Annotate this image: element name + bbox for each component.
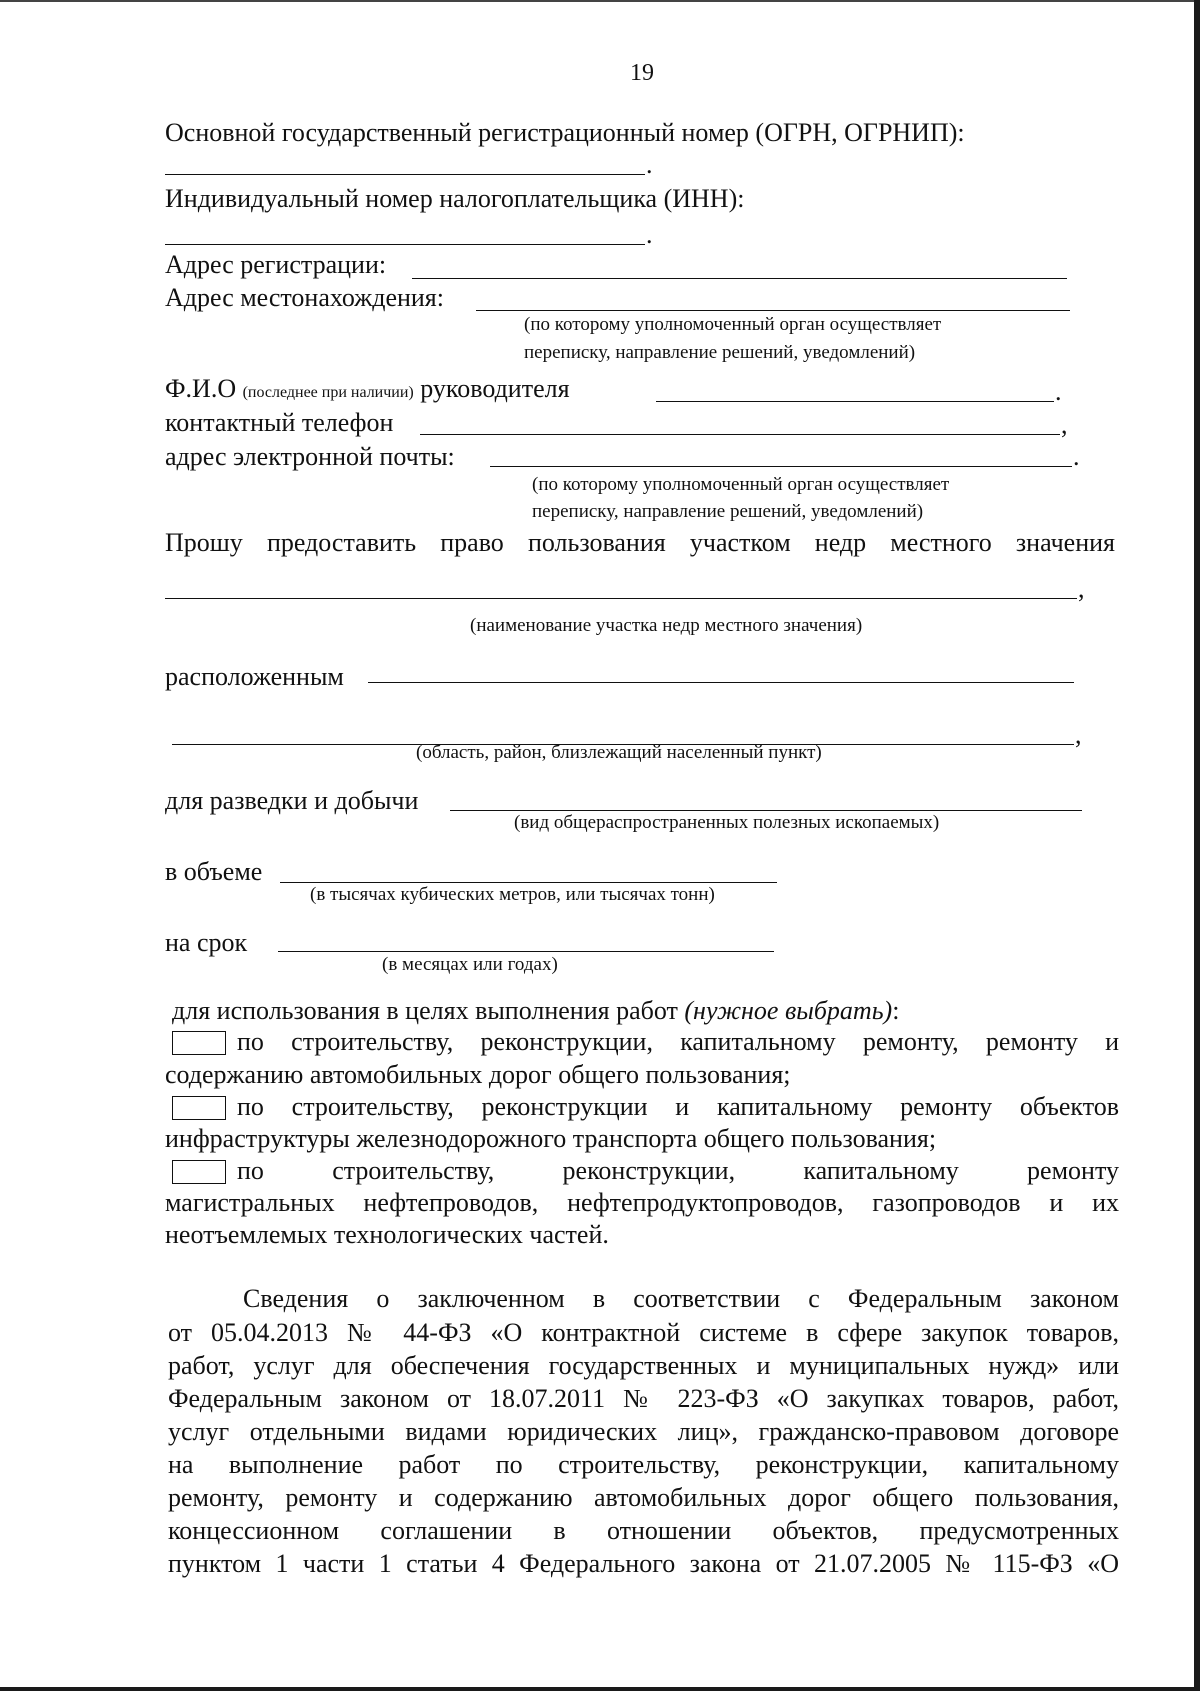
purpose-line [172,996,899,1026]
option3-line2: магистральных нефтепроводов, нефтепродуктопроводов, газопроводов и их [165,1188,1119,1217]
located-field[interactable] [368,682,1074,683]
para-line-2: от 05.04.2013 № 44-ФЗ «О контрактной системе в сфере закупок товаров, [168,1318,1119,1347]
email-dot: . [1073,442,1080,471]
head-label-patronymic-note: (последнее при наличии) [242,384,414,401]
para-line-6: на выполнение работ по строительству, реконструкции, капитальному [168,1450,1119,1479]
email-note-1: (по которому уполномоченный орган осуществляет [532,474,950,495]
phone-comma: , [1061,410,1068,439]
inn-dot: . [646,220,653,249]
location-note-2: переписку, направление решений, уведомлений) [524,342,916,363]
para-line-5: услуг отдельными видами юридических лиц», гражданско-правовом договоре [168,1417,1119,1446]
scan-edge-right [1194,0,1200,1691]
email-label: адрес электронной почты: [165,442,455,471]
request-line: Прошу предоставить право пользования участком недр местного значения [165,528,1115,557]
para-line-8: концессионном соглашении в отношении объектов, предусмотренных [168,1516,1119,1545]
area-comma: , [1075,720,1082,749]
term-label: на срок [165,928,248,957]
email-field[interactable] [490,466,1072,467]
minerals-note: (вид общераспространенных полезных ископаемых) [514,812,940,833]
head-name-field[interactable] [656,401,1054,402]
option3-checkbox[interactable] [172,1160,226,1184]
plot-name-field[interactable] [165,598,1077,599]
option2-line1: по строительству, реконструкции и капитальному ремонту объектов [237,1092,1119,1121]
ogrn-field[interactable] [165,174,645,175]
email-note-2: переписку, направление решений, уведомлений) [532,501,924,522]
volume-note: (в тысячах кубических метров, или тысячах тонн) [310,884,715,905]
location-field[interactable] [476,310,1070,311]
ogrn-label: Основной государственный регистрационный номер (ОГРН, ОГРНИП): [165,118,965,147]
purpose-colon: : [892,996,900,1025]
para-line-1: Сведения о заключенном в соответствии с Федеральным законом [243,1284,1119,1313]
para-line-7: ремонту, ремонту и содержанию автомобильных дорог общего пользования, [168,1483,1119,1512]
head-label-director: руководителя [420,374,570,403]
option2-checkbox[interactable] [172,1096,226,1120]
purpose-text: для использования в целях выполнения работ [172,996,678,1025]
option3-line1: по строительству, реконструкции, капитальному ремонту [237,1156,1119,1185]
phone-label: контактный телефон [165,408,394,437]
scan-edge-bottom [0,1687,1200,1691]
scan-edge-top [0,0,1200,2]
option3-line3: неотъемлемых технологических частей. [165,1220,609,1249]
volume-label: в объеме [165,857,263,886]
head-name-label [165,374,570,408]
location-note-1: (по которому уполномоченный орган осуществляет [524,314,942,335]
exploration-label: для разведки и добычи [165,786,419,815]
head-name-dot: . [1055,377,1062,406]
ogrn-dot: . [646,150,653,179]
reg-address-field[interactable] [412,278,1067,279]
phone-field[interactable] [420,434,1060,435]
located-label: расположенным [165,662,344,691]
option1-checkbox[interactable] [172,1031,226,1055]
location-label: Адрес местонахождения: [165,283,444,312]
inn-field[interactable] [165,244,645,245]
inn-label: Индивидуальный номер налогоплательщика (ИНН): [165,184,745,213]
purpose-hint: (нужное выбрать) [684,996,893,1025]
area-note: (область, район, близлежащий населенный пункт) [416,742,822,763]
term-field[interactable] [278,951,774,952]
option1-line2: содержанию автомобильных дорог общего пользования; [165,1060,791,1089]
head-label-fio: Ф.И.О [165,374,237,403]
plot-name-note: (наименование участка недр местного значения) [470,615,863,636]
term-note: (в месяцах или годах) [382,954,558,975]
para-line-3: работ, услуг для обеспечения государственных и муниципальных нужд» или [168,1351,1119,1380]
plot-name-comma: , [1078,574,1085,603]
para-line-9: пунктом 1 части 1 статьи 4 Федерального закона от 21.07.2005 № 115-ФЗ «О [168,1549,1119,1578]
option1-line1: по строительству, реконструкции, капитальному ремонту, ремонту и [237,1027,1119,1056]
reg-address-label: Адрес регистрации: [165,250,387,279]
page-number: 19 [630,60,654,86]
para-line-4: Федеральным законом от 18.07.2011 № 223-ФЗ «О закупках товаров, работ, [168,1384,1119,1413]
option2-line2: инфраструктуры железнодорожного транспорта общего пользования; [165,1124,937,1153]
